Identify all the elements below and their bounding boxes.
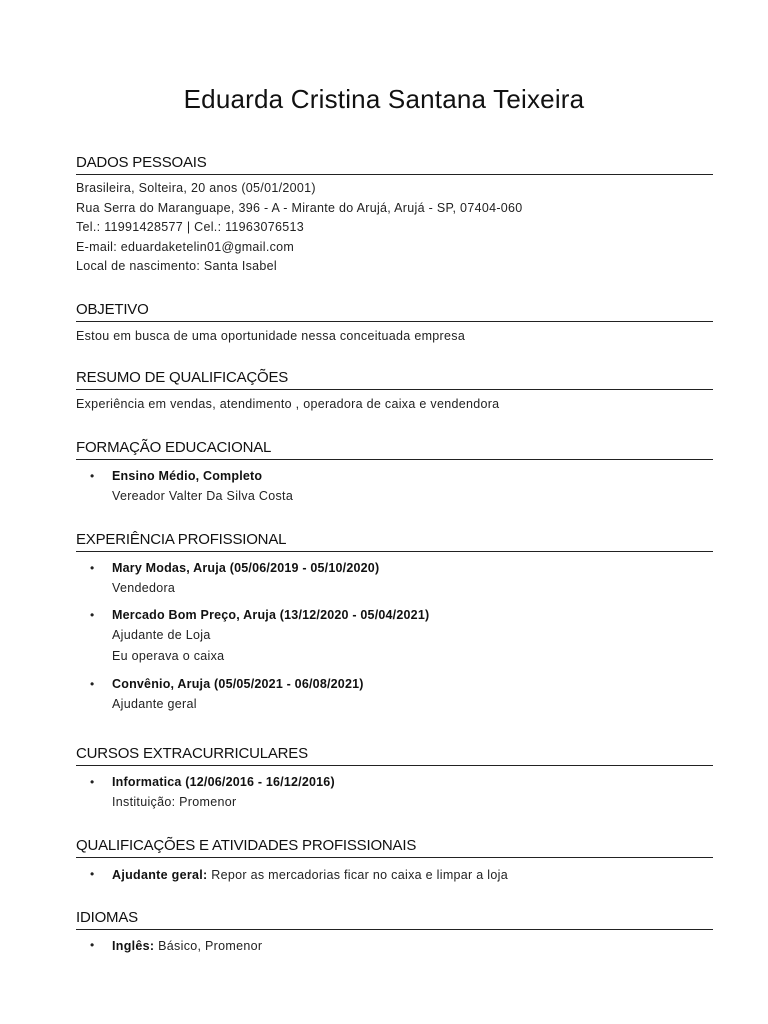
course-item-title: Informatica (12/06/2016 - 16/12/2016): [112, 775, 335, 789]
section-title-resumo: RESUMO DE QUALIFICAÇÕES: [76, 369, 713, 390]
experience-item: [76, 559, 713, 598]
bullet-icon: •: [90, 677, 95, 691]
course-item: [76, 773, 713, 812]
section-title-experiencia: EXPERIÊNCIA PROFISSIONAL: [76, 531, 713, 552]
education-item: [76, 467, 713, 506]
education-item-school: Vereador Valter Da Silva Costa: [112, 489, 294, 503]
experience-item: [76, 606, 713, 666]
experience-item-role: Vendedora: [112, 581, 176, 595]
experience-item-role: Ajudante de Loja: [112, 628, 211, 642]
bullet-icon: •: [90, 775, 95, 789]
experience-item-title: Mercado Bom Preço, Aruja (13/12/2020 - 05/04/2021): [112, 608, 430, 622]
section-title-dados-pessoais: DADOS PESSOAIS: [76, 154, 713, 175]
language-level: Básico, Promenor: [158, 939, 263, 953]
section-title-objetivo: OBJETIVO: [76, 301, 713, 322]
objective-text: Estou em busca de uma oportunidade nessa conceituada empresa: [76, 329, 466, 343]
bullet-icon: •: [90, 469, 95, 483]
section-idiomas: [76, 909, 713, 956]
section-cursos: [76, 745, 713, 812]
language-item: [76, 936, 713, 956]
candidate-name: Eduarda Cristina Santana Teixeira: [183, 84, 585, 114]
experience-item-description: Eu operava o caixa: [112, 649, 225, 663]
section-dados-pessoais: [76, 154, 713, 277]
section-title-cursos: CURSOS EXTRACURRICULARES: [76, 745, 713, 766]
summary-text: Experiência em vendas, atendimento , operadora de caixa e vendendora: [76, 397, 500, 411]
bullet-icon: •: [90, 561, 95, 575]
birthplace-line: Local de nascimento: Santa Isabel: [76, 259, 277, 273]
section-title-formacao: FORMAÇÃO EDUCACIONAL: [76, 439, 713, 460]
experience-item-title: Convênio, Aruja (05/05/2021 - 06/08/2021): [112, 677, 364, 691]
qualification-item: [76, 865, 713, 885]
phone-line: Tel.: 11991428577 | Cel.: 11963076513: [76, 220, 304, 234]
section-experiencia: [76, 531, 713, 714]
section-title-idiomas: IDIOMAS: [76, 909, 713, 930]
bullet-icon: •: [90, 938, 95, 952]
personal-info-line: Brasileira, Solteira, 20 anos (05/01/2001): [76, 181, 316, 195]
email-line: E-mail: eduardaketelin01@gmail.com: [76, 239, 295, 254]
experience-item: [76, 675, 713, 714]
language-label: Inglês:: [112, 939, 155, 953]
address-line: Rua Serra do Maranguape, 396 - A - Mirante do Arujá, Arujá - SP, 07404-060: [76, 200, 523, 215]
education-item-title: Ensino Médio, Completo: [112, 469, 263, 483]
bullet-icon: •: [90, 608, 95, 622]
bullet-icon: •: [90, 867, 95, 881]
experience-item-role: Ajudante geral: [112, 697, 197, 711]
section-objetivo: [76, 301, 713, 347]
qualification-label: Ajudante geral:: [112, 868, 208, 882]
section-formacao: [76, 439, 713, 506]
section-resumo-qualificacoes: [76, 369, 713, 415]
course-item-institution: Instituição: Promenor: [112, 795, 237, 809]
experience-item-title: Mary Modas, Aruja (05/06/2019 - 05/10/2020): [112, 561, 380, 575]
section-qualificacoes-atividades: [76, 837, 713, 885]
section-title-qualificacoes: QUALIFICAÇÕES E ATIVIDADES PROFISSIONAIS: [76, 837, 713, 858]
qualification-text: Repor as mercadorias ficar no caixa e limpar a loja: [211, 868, 508, 882]
